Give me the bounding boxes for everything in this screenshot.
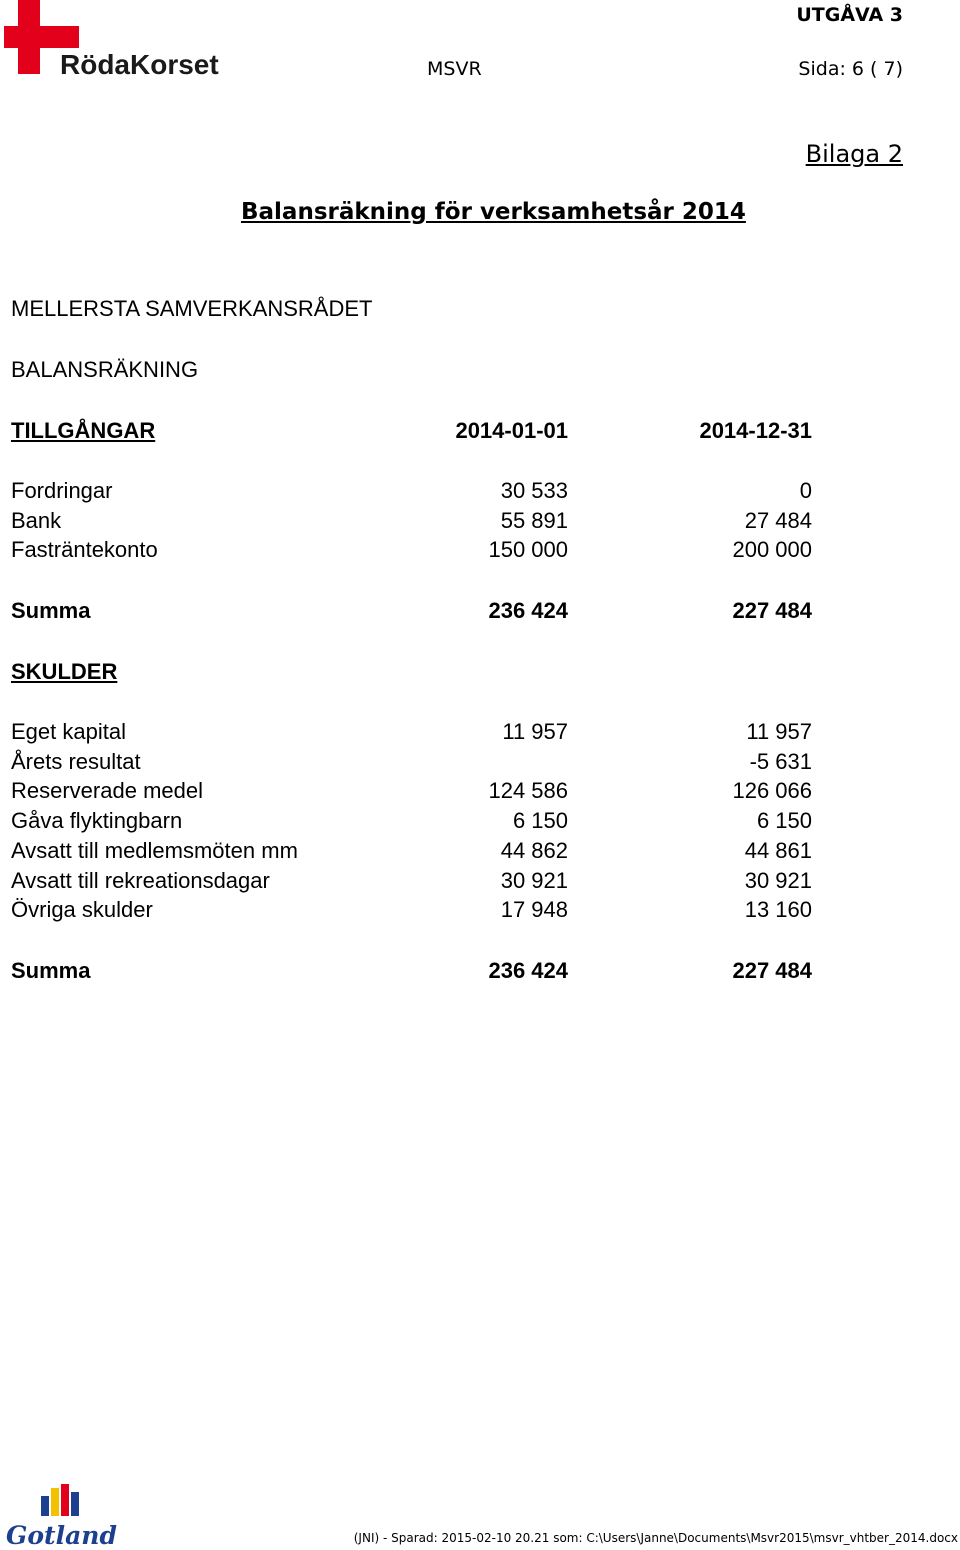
row-value-start: 44 862 <box>500 838 568 863</box>
row-value-start: 150 000 <box>488 537 568 562</box>
row-value-end: 27 484 <box>744 508 812 533</box>
roda-korset-logo <box>4 0 219 80</box>
row-value-start: 30 921 <box>500 868 568 893</box>
row-value-end: 200 000 <box>732 537 812 562</box>
page-number: Sida: 6 ( 7) <box>798 58 903 80</box>
row-value-start: 30 533 <box>500 478 568 503</box>
row-label: Eget kapital <box>11 719 126 744</box>
row-value-end: 13 160 <box>744 897 812 922</box>
row-value-end: -5 631 <box>749 749 812 774</box>
total-label: Summa <box>11 598 91 623</box>
row-value-start: 17 948 <box>500 897 568 922</box>
gotland-wordmark: Gotland <box>6 1521 117 1550</box>
row-value-start: 124 586 <box>488 778 568 803</box>
row-label: Reserverade medel <box>11 778 203 803</box>
row-value-end: 44 861 <box>744 838 812 863</box>
total-label: Summa <box>11 958 91 983</box>
organization-name: MELLERSTA SAMVERKANSRÅDET <box>11 296 373 321</box>
row-value-end: 30 921 <box>744 868 812 893</box>
document-title: Balansräkning för verksamhetsår 2014 <box>241 199 746 225</box>
total-value-end: 227 484 <box>732 598 812 623</box>
edition-label: UTGÅVA 3 <box>796 4 903 26</box>
column-header-end-date: 2014-12-31 <box>699 418 812 443</box>
total-value-end: 227 484 <box>732 958 812 983</box>
column-header-start-date: 2014-01-01 <box>455 418 568 443</box>
logo-wordmark: RödaKorset <box>60 49 219 80</box>
assets-heading: TILLGÅNGAR <box>11 418 156 443</box>
row-label: Fordringar <box>11 478 113 503</box>
total-value-start: 236 424 <box>488 958 568 983</box>
document-code: MSVR <box>427 58 482 80</box>
row-label: Avsatt till rekreationsdagar <box>11 868 270 893</box>
row-label: Bank <box>11 508 62 533</box>
row-value-end: 126 066 <box>732 778 812 803</box>
row-label: Årets resultat <box>11 749 141 774</box>
total-value-start: 236 424 <box>488 598 568 623</box>
liabilities-heading: SKULDER <box>11 659 118 684</box>
row-label: Fasträntekonto <box>11 537 158 562</box>
row-value-end: 6 150 <box>756 808 812 833</box>
row-value-start: 55 891 <box>500 508 568 533</box>
statement-title: BALANSRÄKNING <box>11 357 199 382</box>
appendix-label: Bilaga 2 <box>805 140 903 168</box>
gotland-logo <box>4 1478 117 1550</box>
row-value-start: 6 150 <box>512 808 568 833</box>
footer-save-note: (JNI) - Sparad: 2015-02-10 20.21 som: C:\Users\Janne\Documents\Msvr2015\msvr_vhtber_2014.docx <box>353 1531 958 1545</box>
row-value-end: 11 957 <box>746 719 812 744</box>
row-label: Övriga skulder <box>11 897 153 922</box>
row-label: Gåva flyktingbarn <box>11 808 183 833</box>
row-value-start: 11 957 <box>502 719 568 744</box>
row-label: Avsatt till medlemsmöten mm <box>11 838 298 863</box>
row-value-end: 0 <box>799 478 812 503</box>
